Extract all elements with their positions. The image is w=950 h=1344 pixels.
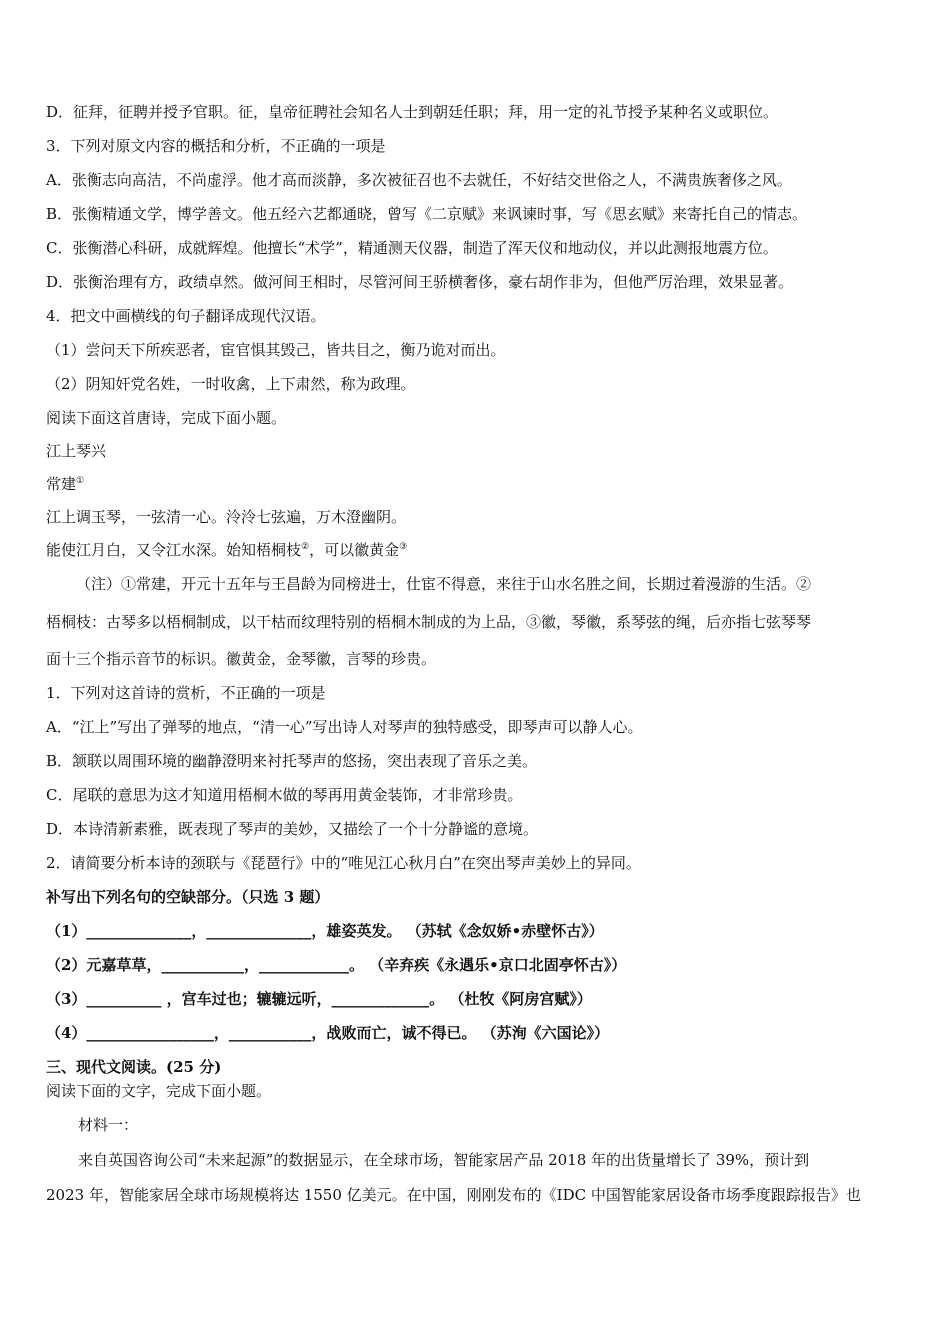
poem-q1-option-b: B．颔联以周围环境的幽静澄明来衬托琴声的悠扬，突出表现了音乐之美。	[46, 752, 538, 770]
section3-intro: 阅读下面的文字，完成下面小题。	[46, 1082, 272, 1100]
poem-q2: 2．请简要分析本诗的颈联与《琵琶行》中的“唯见江心秋月白”在突出琴声美妙上的异同。	[46, 854, 641, 872]
material-para-line-1: 来自英国咨询公司“未来起源”的数据显示，在全球市场，智能家居产品 2018 年的出货量增长了 39%，预计到	[78, 1151, 810, 1169]
q4-stem: 4．把文中画横线的句子翻译成现代汉语。	[46, 307, 326, 325]
poem-q1-option-a: A．“江上”写出了弹琴的地点，“清一心”写出诗人对琴声的独特感受，即琴声可以静人心。	[46, 718, 643, 736]
poem-intro: 阅读下面这首唐诗，完成下面小题。	[46, 409, 287, 427]
poem-line-2	[46, 540, 407, 560]
fill-item-3: （3）__________ ，宫车过也；辘辘远听，_____________。 （杜牧《阿房宫赋》）	[46, 990, 592, 1008]
fill-heading: 补写出下列名句的空缺部分。（只选 3 题）	[46, 888, 330, 906]
poem-line-2-part-a: 能使江月白，又令江水深。始知梧桐枝	[46, 541, 302, 559]
poem-note-line-2: 梧桐枝：古琴多以梧桐制成，以干枯而纹理特别的梧桐木制成的为上品，③徽，琴徽，系琴弦的绳，后亦指七弦琴琴	[46, 613, 812, 631]
q4-item-1: （1）尝问天下所疾恶者，宦官惧其毁己，皆共目之，衡乃诡对而出。	[46, 341, 506, 359]
poem-author-name: 常建	[46, 475, 77, 493]
q3-option-a: A．张衡志向高洁，不尚虚浮。他才高而淡静，多次被征召也不去就任，不好结交世俗之人，不满贵族奢侈之风。	[46, 171, 792, 189]
q3-stem: 3．下列对原文内容的概括和分析，不正确的一项是	[46, 137, 386, 155]
q3-option-d: D．张衡治理有方，政绩卓然。做河间王相时，尽管河间王骄横奢侈，豪右胡作非为，但他严厉治理，效果显著。	[46, 273, 794, 291]
note-marker-1: ①	[76, 476, 85, 486]
poem-author	[46, 474, 84, 494]
poem-title: 江上琴兴	[46, 442, 107, 460]
fill-item-1: （1）______________，______________，雄姿英发。 （苏轼《念奴娇•赤壁怀古》）	[46, 922, 604, 940]
poem-q1-option-d: D．本诗清新素雅，既表现了琴声的美妙，又描绘了一个十分静谧的意境。	[46, 820, 539, 838]
section3-heading: 三、现代文阅读。(25 分)	[46, 1058, 222, 1076]
poem-q1-stem: 1．下列对这首诗的赏析，不正确的一项是	[46, 684, 326, 702]
fill-item-4: （4）_________________，___________，战败而亡，诚不得已。 （苏洵《六国论》）	[46, 1024, 610, 1042]
poem-line-2-part-b: ，可以徽黄金	[309, 541, 400, 559]
q3-option-b: B．张衡精通文学，博学善文。他五经六艺都通晓，曾写《二京赋》来讽谏时事，写《思玄赋》来寄托自己的情志。	[46, 205, 808, 223]
q3-option-c: C．张衡潜心科研，成就辉煌。他擅长“术学”，精通测天仪器，制造了浑天仪和地动仪，并以此测报地震方位。	[46, 239, 778, 257]
fill-item-2: （2）元嘉草草，___________，____________。 （辛弃疾《永遇乐•京口北固亭怀古》）	[46, 956, 627, 974]
material-para-line-2: 2023 年，智能家居全球市场规模将达 1550 亿美元。在中国，刚刚发布的《IDC 中国智能家居设备市场季度跟踪报告》也	[46, 1186, 861, 1204]
note-marker-2: ②	[301, 542, 310, 552]
poem-line-1: 江上调玉琴，一弦清一心。泠泠七弦遍，万木澄幽阴。	[46, 508, 407, 526]
material-label: 材料一：	[78, 1116, 139, 1134]
poem-note-line-1: （注）①常建，开元十五年与王昌龄为同榜进士，仕宦不得意，来往于山水名胜之间，长期过着漫游的生活。②	[76, 575, 812, 593]
note-marker-3: ③	[399, 542, 408, 552]
poem-note-line-3: 面十三个指示音节的标识。徽黄金，金琴徽，言琴的珍贵。	[46, 650, 437, 668]
q4-item-2: （2）阴知奸党名姓，一时收禽，上下肃然，称为政理。	[46, 375, 416, 393]
poem-q1-option-c: C．尾联的意思为这才知道用梧桐木做的琴再用黄金装饰，才非常珍贵。	[46, 786, 523, 804]
q2-option-d: D．征拜，征聘并授予官职。征，皇帝征聘社会知名人士到朝廷任职；拜，用一定的礼节授予某种名义或职位。	[46, 103, 779, 121]
